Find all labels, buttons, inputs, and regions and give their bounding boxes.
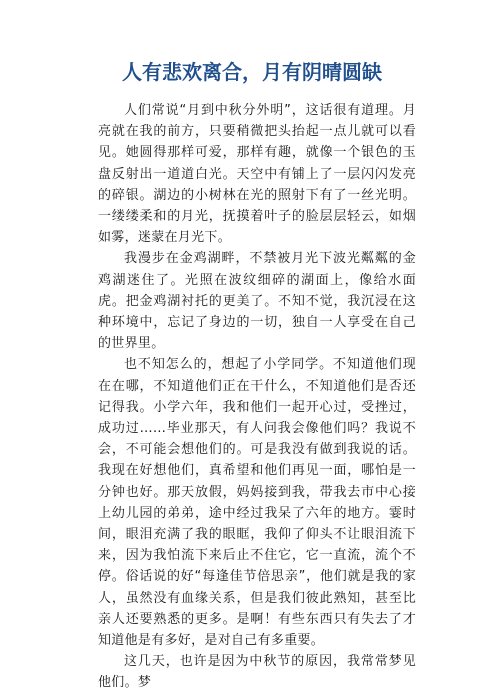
paragraph-2: 我漫步在金鸡湖畔，不禁被月光下波光粼粼的金鸡湖迷住了。光照在波纹细碎的湖面上，像给水面虎。把金鸡湖衬托的更美了。不知不觉，我沉浸在这种环境中，忘记了身边的一切，独自一人享受在自己的世界里。	[98, 251, 416, 352]
article-body	[98, 100, 416, 694]
page-title: 人有悲欢离合，月有阴晴圆缺	[122, 60, 382, 84]
paragraph-3: 也不知怎么的，想起了小学同学。不知道他们现在在哪，不知道他们正在干什么，不知道他们是否还记得我。小学六年，我和他们一起开心过，受挫过，成功过……毕业那天，有人问我会像他们吗？我说不会，不可能会想他们的。可是我没有做到我说的话。我现在好想他们，真希望和他们再见一面，哪怕是一分钟也好。那天放假，妈妈接到我，带我去市中心接上幼儿园的弟弟，途中经过我呆了六年的地方。霎时间，眼泪充满了我的眼眶，我仰了仰头不让眼泪流下来，因为我怕流下来后止不住它，它一直流，流个不停。俗话说的好“每逢佳节倍思亲”，他们就是我的家人，虽然没有血缘关系，但是我们彼此熟知，甚至比亲人还要熟悉的更多。是啊！有些东西只有失去了才知道他是有多好，是对自己有多重要。	[98, 357, 416, 649]
paragraph-4: 这几天，也许是因为中秋节的原因，我常常梦见他们。梦	[98, 654, 416, 691]
paragraph-1: 人们常说“月到中秋分外明”，这话很有道理。月亮就在我的前方，只要稍微把头抬起一点儿就可以看见。她圆得那样可爱，那样有趣，就像一个银色的玉盘反射出一道道白光。天空中有铺上了一层闪闪发亮的碎银。湖边的小树林在光的照射下有了一丝光明。一缕缕柔和的月光，抚摸着叶子的脸层层轻云，如烟如雾，迷蒙在月光下。	[98, 103, 416, 246]
